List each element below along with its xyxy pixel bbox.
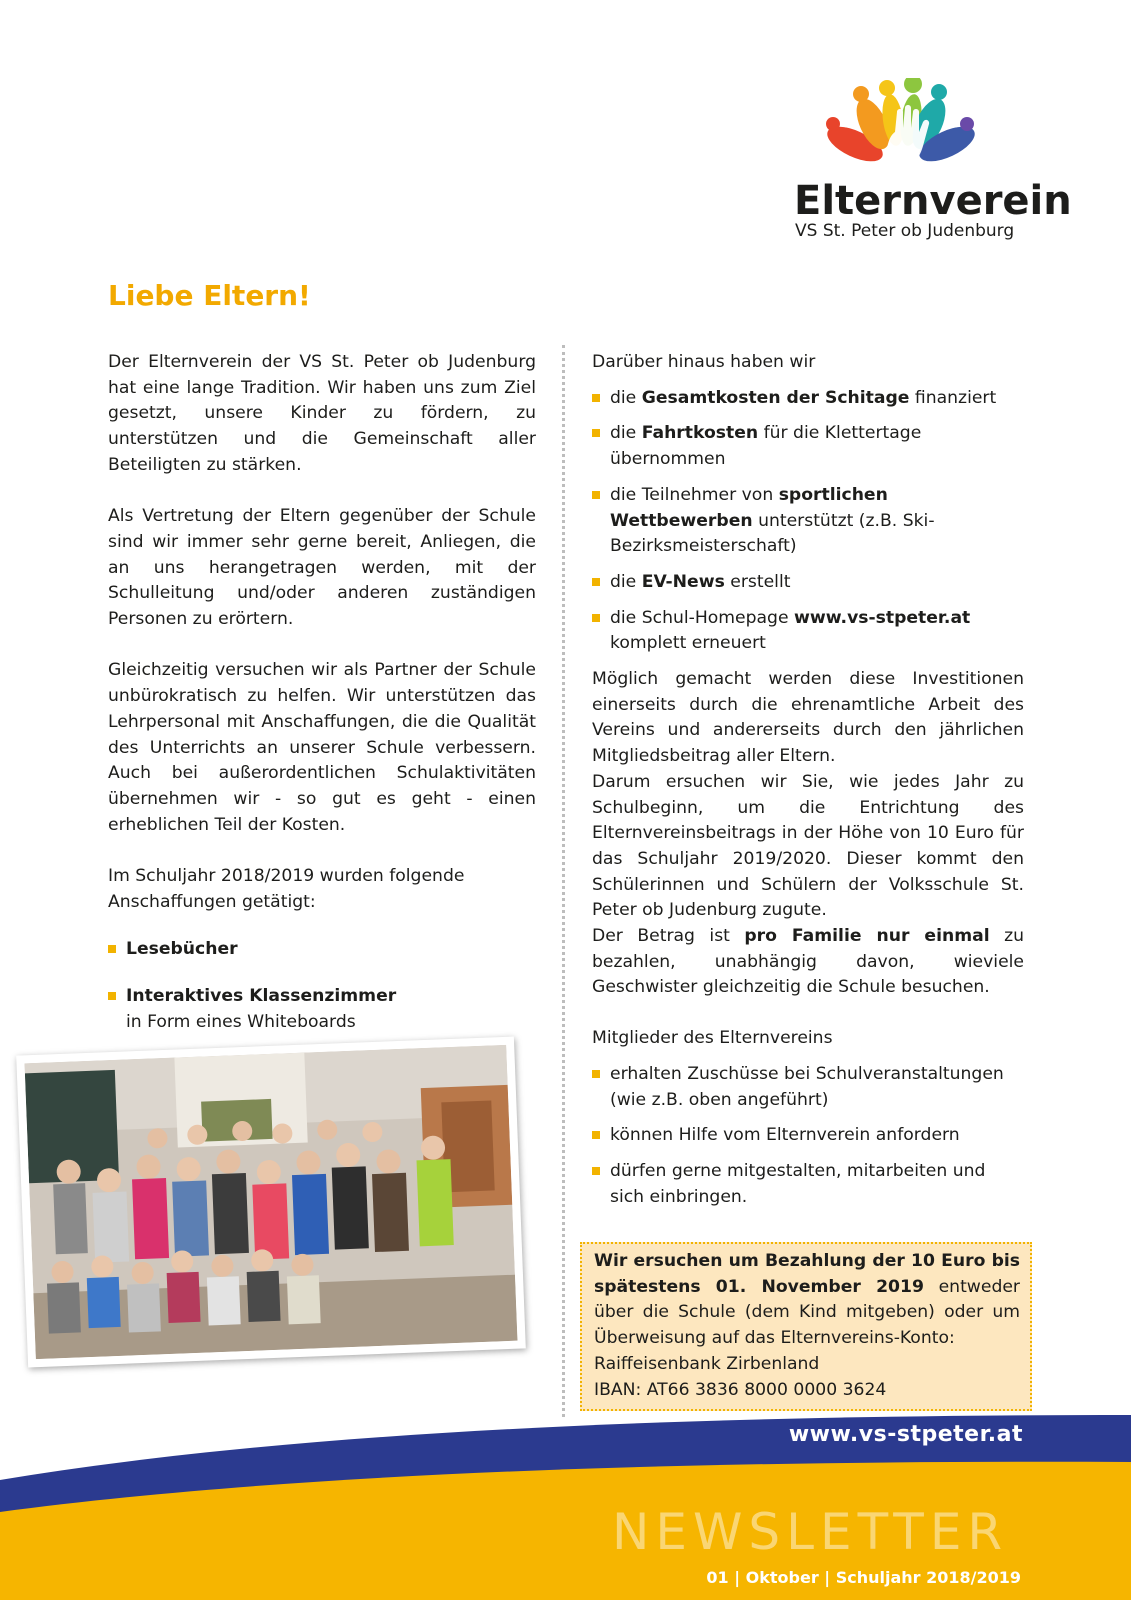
bank-name: Raiffeisenbank Zirbenland [594,1353,820,1374]
text: komplett erneuert [610,633,766,654]
text: die Schul-Homepage [610,607,794,628]
text: unterstützt (z.B. Ski-Bezirksmeisterschaft) [610,510,935,557]
achievement-ski-days [592,386,1024,412]
iban: IBAN: AT66 3836 8000 0000 3624 [594,1379,887,1400]
text: Der Betrag ist [592,926,745,947]
purchase-item-classroom [108,984,536,1035]
fee-paragraph: Darum ersuchen wir Sie, wie jedes Jahr zu Schulbeginn, um die Entrichtung des Elternvereinsbeitrags in der Höhe von 10 Euro für das Schuljahr 2019/2020. Dieser kommt den Schülerinnen und Schülern der Volksschule St. Peter ob Judenburg zugute. [592,771,1024,921]
achievement-competitions [592,483,1024,560]
logo-title: Elternverein [794,178,1072,224]
right-column [592,350,1024,1210]
per-family-paragraph [592,924,1024,1001]
text: die [610,571,642,592]
text-bold: sportlichen Wettbewerben [610,484,888,531]
issue-info: 01 | Oktober | Schuljahr 2018/2019 [706,1568,1021,1587]
text: finanziert [909,387,997,408]
representation-paragraph: Als Vertretung der Eltern gegenüber der Schule sind wir immer sehr gerne bereit, Anliegen, die an uns herangetragen werden, mit der Schulleitung und/oder anderen zuständigen Personen zu erörtern. [108,506,536,630]
purchase-item-label: Interaktives Klassenzimmer [126,986,397,1007]
payment-deadline: Wir ersuchen um Bezahlung der 10 Euro bis spätestens 01. November 2019 [594,1251,1020,1297]
purchase-item-label: Lesebücher [126,939,238,960]
achievement-ev-news [592,570,1024,596]
achievement-travel-costs [592,421,1024,472]
purchases-intro: Im Schuljahr 2018/2019 wurden folgende Anschaffungen getätigt: [108,866,465,912]
member-benefit-subsidies: erhalten Zuschüsse bei Schulveranstaltungen (wie z.B. oben angeführt) [592,1062,1024,1113]
newsletter-label: NEWSLETTER [612,1503,1009,1561]
payment-notice [580,1242,1032,1411]
payment-instructions: entweder über die Schule (dem Kind mitgeben) oder um Überweisung auf das Elternvereins-Konto: [594,1276,1020,1349]
class-photo [16,1037,526,1368]
intro-paragraph: Der Elternverein der VS St. Peter ob Judenburg hat eine lange Tradition. Wir haben uns zum Ziel gesetzt, unsere Kinder zu fördern, zu unterstützen und die Gemeinschaft aller Beteiligten zu stärken. [108,352,536,475]
left-column [108,350,536,1057]
purchase-item-detail: in Form eines Whiteboards [126,1011,356,1032]
text: die Teilnehmer von [610,484,779,505]
support-paragraph: Gleichzeitig versuchen wir als Partner der Schule unbürokratisch zu helfen. Wir unterstützen das Lehrpersonal mit Anschaffungen, die die Qualität des Unterrichts an unserer Schule verbessern. Auch bei außerordentlichen Schulaktivitäten übernehmen wir - so gut es geht - einen erheblichen Teil der Kosten. [108,660,536,835]
purchase-item-readers [108,937,536,963]
member-benefit-participate: dürfen gerne mitgestalten, mitarbeiten und sich einbringen. [592,1159,1024,1210]
text-bold: pro Familie nur einmal [744,926,990,947]
achievement-homepage [592,606,1024,657]
logo [790,78,1072,248]
achievements-intro: Darüber hinaus haben wir [592,352,816,372]
logo-figures-icon [815,78,995,178]
text: die [610,423,642,444]
text: zu bezahlen, unabhängig davon, wieviele Geschwister gleichzeitig die Schule besuchen. [592,926,1024,998]
homepage-link[interactable]: www.vs-stpeter.at [794,607,971,628]
text-bold: EV-News [641,571,725,592]
text-bold: Gesamtkosten der Schitage [641,387,910,408]
text: erstellt [724,571,791,592]
logo-subtitle: VS St. Peter ob Judenburg [795,221,1015,241]
text-bold: Fahrtkosten [641,423,759,444]
footer [0,1410,1131,1600]
column-divider [562,345,565,1417]
funding-paragraph: Möglich gemacht werden diese Investitionen einerseits durch die ehrenamtliche Arbeit des Vereins und andererseits durch den jährlichen Mitgliedsbeitrag aller Eltern. [592,669,1024,767]
class-photo-image [24,1045,517,1359]
page-title: Liebe Eltern! [108,279,311,312]
members-intro: Mitglieder des Elternvereins [592,1028,833,1049]
footer-website-link[interactable]: www.vs-stpeter.at [788,1422,1023,1447]
text: für die Klettertage übernommen [610,423,922,470]
text: die [610,387,642,408]
member-benefit-help: können Hilfe vom Elternverein anfordern [592,1123,1024,1149]
